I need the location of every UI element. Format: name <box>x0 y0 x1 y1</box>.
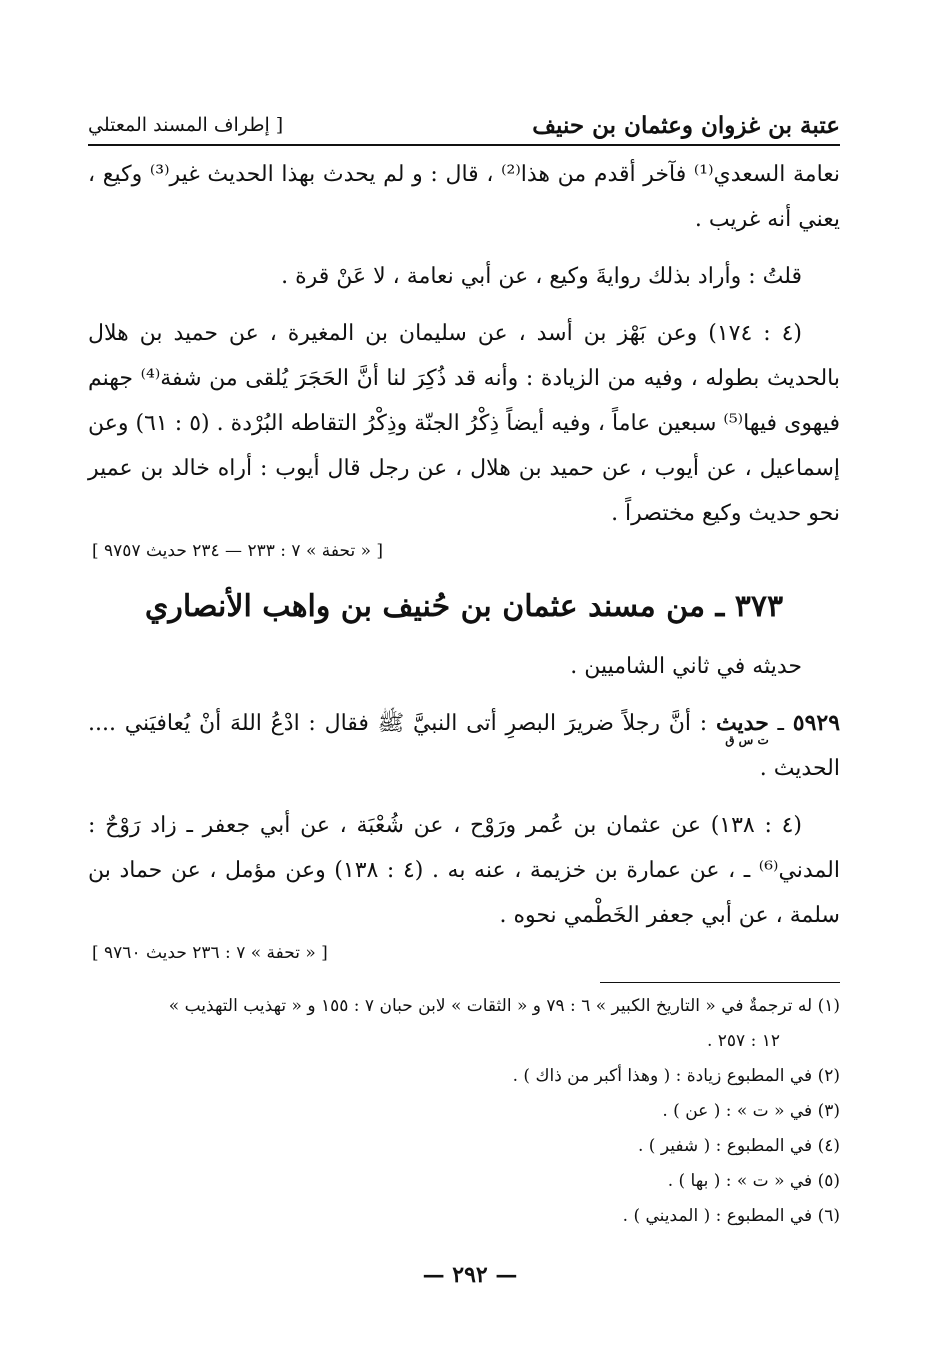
footnote-5: (٥) في « ت » : ( بها ) . <box>667 1171 840 1191</box>
section-heading: ٣٧٣ ـ من مسند عثمان بن حُنيف بن واهب الأنصاري <box>144 589 784 624</box>
page <box>88 104 840 1234</box>
tuhfa-reference-2: [ « تحفة » ٧ : ٢٣٦ حديث ٩٧٦٠ ] <box>92 943 328 963</box>
footnote-6: (٦) في المطبوع : ( المديني ) . <box>622 1206 840 1226</box>
header-title: عتبة بن غزوان وعثمان بن حنيف <box>532 112 840 139</box>
paragraph-3: (٤ : ١٧٤) وعن بَهْز بن أسد ، عن سليمان بن المغيرة ، عن حميد بن هلال بالحديث بطوله ، وفيه من الزيادة : وأنه قد ذُكِرَ لنا أنَّ الحَجَرَ يُلقى من شفة⁽⁴⁾ جهنم فيهوى فيها⁽⁵⁾ سبعين عاماً ، وفيه أيضاً ذِكْرُ الجنّة وذِكْرُ التقاطه البُرْدة . (٥ : ٦١) وعن إسماعيل ، عن أيوب ، عن حميد بن هلال ، عن رجل قال أيوب : أراه خالد بن عمير نحو حديث وكيع مختصراً . <box>88 321 841 526</box>
paragraph-5: (٤ : ١٣٨) عن عثمان بن عُمر ورَوْح ، عن شُعْبَة ، عن أبي جعفر ـ زاد رَوْحٌ : المدني⁽⁶⁾ ـ ، عن عمارة بن خزيمة ، عنه به . (٤ : ١٣٨) وعن مؤمل ، عن حماد بن سلمة ، عن أبي جعفر الخَطْمي نحوه . <box>88 813 840 928</box>
tuhfa-reference-1: [ « تحفة » ٧ : ٢٣٣ — ٢٣٤ حديث ٩٧٥٧ ] <box>92 541 384 561</box>
hadith-dash: ـ <box>768 711 793 736</box>
footnote-2: (٢) في المطبوع زيادة : ( وهذا أكبر من ذاك ) . <box>512 1066 840 1086</box>
page-number: — ٢٩٢ — <box>422 1262 518 1288</box>
paragraph-2: قلتُ : وأراد بذلك روايةَ وكيع ، عن أبي نعامة ، لا عَنْ قرة . <box>281 264 802 289</box>
hadith-text: : أنَّ رجلاً ضريرَ البصرِ أتى النبيَّ ﷺ فقال : ادْعُ اللهَ أنْ يُعافيَني .... الحديث . <box>88 711 840 781</box>
hadith-number: ٥٩٢٩ <box>792 710 841 736</box>
footnote-1-continued: ١٢ : ٢٥٧ . <box>706 1031 780 1051</box>
footnote-4: (٤) في المطبوع : ( شفير ) . <box>637 1136 840 1156</box>
hadith-label <box>715 710 769 747</box>
running-header <box>88 104 840 144</box>
hadith-entry <box>88 701 840 791</box>
paragraph-1: نعامة السعدي⁽¹⁾ فآخر أقدم من هذا⁽²⁾ ، قال : و لم يحدث بهذا الحديث غير⁽³⁾ وكيع ، يعني أنه غريب . <box>88 162 841 232</box>
hadith-word: حديث <box>715 710 769 736</box>
footnote-3: (٣) في « ت » : ( عن ) . <box>662 1101 840 1121</box>
header-rule <box>88 144 840 146</box>
header-book-title: [ إطراف المسند المعتلي <box>88 114 284 136</box>
hadith-sigla: ت س ق <box>725 733 769 747</box>
footnotes <box>88 989 840 1234</box>
paragraph-4: حديثه في ثاني الشاميين . <box>570 654 802 679</box>
footnote-rule <box>600 982 840 983</box>
footnote-1: (١) له ترجمةٌ في « التاريخ الكبير » ٦ : ٧٩ و « الثقات » لابن حبان ٧ : ١٥٥ و « تهذيب التهذيب » <box>168 996 840 1016</box>
